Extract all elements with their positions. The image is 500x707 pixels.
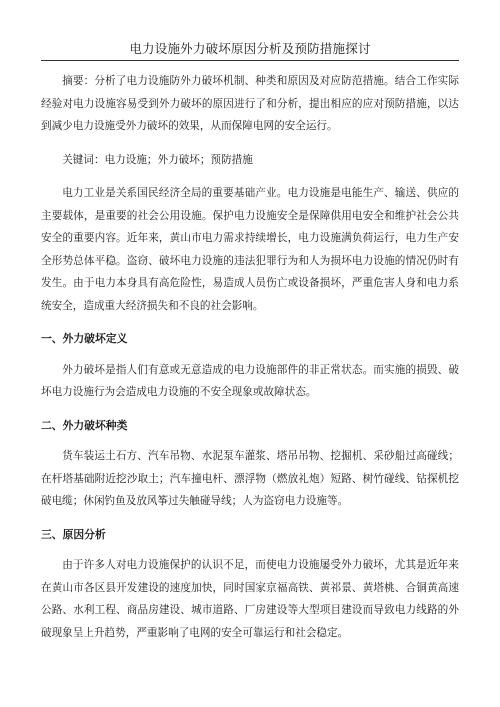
spacer	[41, 437, 459, 445]
title-divider	[41, 60, 459, 61]
spacer	[41, 317, 459, 328]
spacer	[41, 404, 459, 415]
section-heading-types: 二、外力破坏种类	[41, 418, 128, 432]
intro-paragraph: 电力工业是关系国民经济全局的重要基础产业。电力设施是电能生产、输送、供应的主要载体，是重要的社会公用设施。保护电力设施安全是保障供用电安全和维护社会公共安全的重要内容。近年来，黄山市电力需求持续增长，电力设施满负荷运行，电力生产安全形势总体平稳。盗窃、破坏电力设施的违法犯罪行为和人为损坏电力设施的情况仍时有发生。由于电力本身具有高危险性，易造成人员伤亡或设备损坏，严重危害人身和电力系统安全，造成重大经济损失和不良的社会影响。	[41, 187, 459, 312]
keywords-paragraph: 关键词：电力设施；外力破坏；预防措施	[62, 153, 253, 166]
section-heading-causes: 三、原因分析	[41, 527, 106, 541]
document-title: 电力设施外力破坏原因分析及预防措施探讨	[129, 41, 371, 56]
spacer	[41, 351, 459, 359]
spacer	[41, 138, 459, 149]
spacer	[41, 171, 459, 182]
spacer	[41, 62, 459, 70]
section-heading-definition: 一、外力破坏定义	[41, 332, 128, 345]
document-body	[41, 62, 459, 644]
section-text-definition: 外力破坏是指人们有意或无意造成的电力设施部件的非正常状态。而实施的损毁、破坏电力设施行为会造成电力设施的不安全现象或故障状态。	[41, 363, 459, 398]
spacer	[41, 546, 459, 554]
spacer	[41, 513, 459, 524]
section-text-types: 货车装运土石方、汽车吊物、水泥泵车灌浆、塔吊吊物、挖掘机、采砂船过高碰线；在杆塔基础附近挖沙取土；汽车撞电杆、漂浮物（燃放礼炮）短路、树竹碰线、钻探机挖破电缆；休闲钓鱼及放风筝过失触碰导线；人为盗窃电力设施等。	[41, 450, 459, 507]
section-text-causes: 由于许多人对电力设施保护的认识不足，而使电力设施屡受外力破坏，尤其是近年来在黄山市各区县开发建设的速度加快，同时国家京福高铁、黄祁景、黄塔桃、合铜黄高速公路、水利工程、商品房建设、城市道路、厂房建设等大型项目建设而导致电力线路的外破现象呈上升趋势，严重影响了电网的安全可靠运行和社会稳定。	[41, 559, 459, 639]
abstract-paragraph: 摘要：分析了电力设施防外力破坏机制、种类和原因及对应防范措施。结合工作实际经验对电力设施容易受到外力破坏的原因进行了和分析，提出相应的应对预防措施，以达到减少电力设施受外力破坏的效果，从而保障电网的安全运行。	[41, 75, 459, 132]
